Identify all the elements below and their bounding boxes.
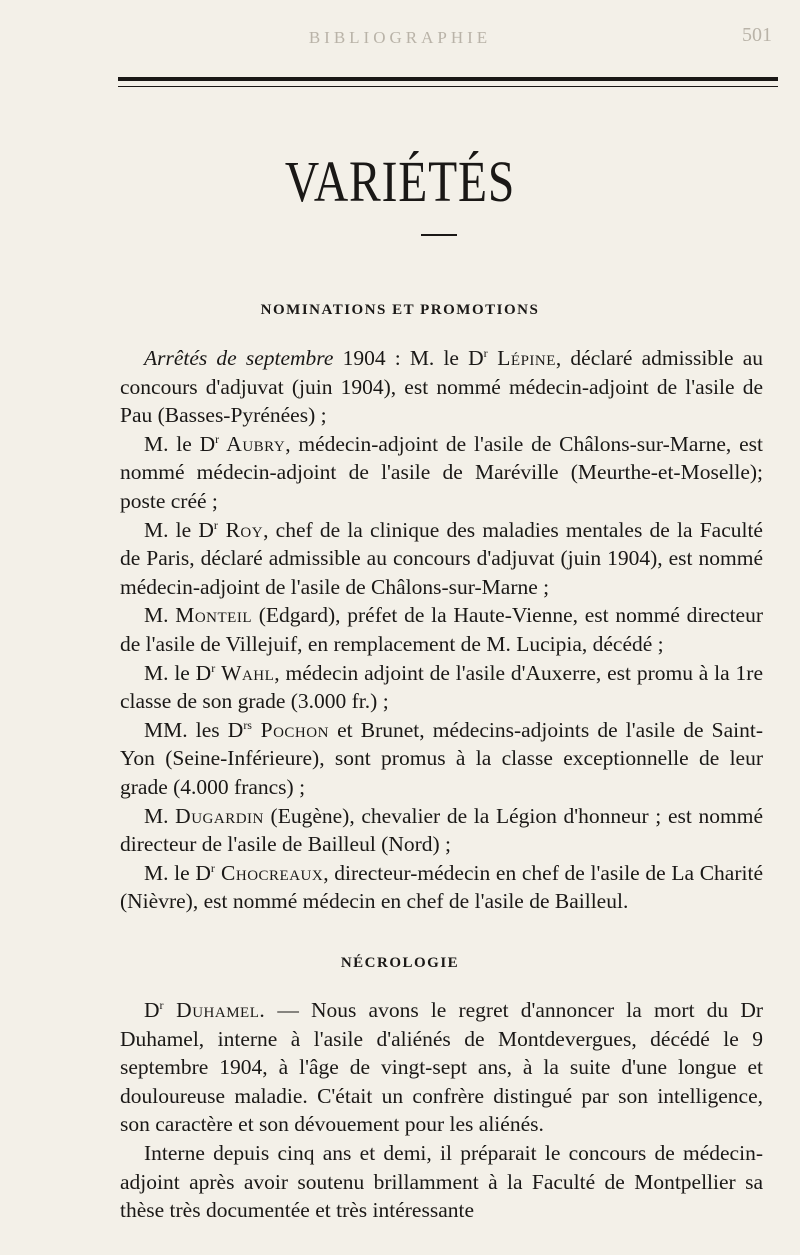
section-heading-necrologie: NÉCROLOGIE <box>340 955 460 971</box>
person-name: Roy <box>217 517 264 542</box>
obituary-paragraph: Interne depuis cinq ans et demi, il préparait le concours de médecin-adjoint après avoir soutenu brillamment à la Faculté de Montpellier sa thèse très documentée et très intéressante <box>120 1140 763 1223</box>
header-rule-thick <box>118 77 778 81</box>
section-heading-nominations: NOMINATIONS ET PROMOTIONS <box>260 302 540 318</box>
entry-paragraph: M. le $D^r$ Wahl, médecin adjoint de l'asile d'Auxerre, est promu à la 1re classe de son grade (3.000 fr.) ; <box>120 660 763 714</box>
person-name: Pochon <box>251 717 329 742</box>
person-name: Aubry <box>219 431 286 456</box>
nominations-body <box>120 344 763 916</box>
entry-paragraph: MM. les $D^{rs}$ Pochon et Brunet, médecins-adjoints de l'asile de Saint-Yon (Seine-Inférieure), sont promus à la classe exceptionnelle de leur grade (4.000 francs) ; <box>120 717 763 799</box>
title-dash <box>421 234 457 236</box>
entry-paragraph: M. Dugardin (Eugène), chevalier de la Légion d'honneur ; est nommé directeur de l'asile de Bailleul (Nord) ; <box>120 803 763 857</box>
entry-paragraph: Arrêtés de septembre 1904 : M. le $D^r$ Lépine, déclaré admissible au concours d'adjuvat (juin 1904), est nommé médecin-adjoint de l'asile de Pau (Basses-Pyrénées) ; <box>120 345 763 428</box>
entry-lead: Arrêtés de septembre <box>144 346 334 370</box>
entry-paragraph: M. Monteil (Edgard), préfet de la Haute-Vienne, est nommé directeur de l'asile de Villejuif, en remplacement de M. Lucipia, décédé ; <box>120 603 763 656</box>
person-name: Wahl <box>215 660 275 685</box>
obituary-paragraph: $D^r$ Duhamel. — Nous avons le regret d'annoncer la mort du Dr Duhamel, interne à l'asile d'aliénés de Montdevergues, décédé le 9 septembre 1904, à l'âge de vingt-sept ans, à la suite d'une longue et douloureuse maladie. C'était un confrère distingué par son intelligence, son caractère et son dévouement pour les aliénés. <box>120 997 764 1137</box>
header-rule-thin <box>118 86 778 87</box>
person-name: Chocreaux <box>214 860 324 885</box>
entry-paragraph: M. le $D^r$ Aubry, médecin-adjoint de l'asile de Châlons-sur-Marne, est nommé médecin-adjoint de l'asile de Maréville (Meurthe-et-Moselle); poste créé ; <box>120 431 763 513</box>
person-name: Dugardin <box>175 803 264 828</box>
person-name: Duhamel. <box>163 998 266 1022</box>
page-number: 501 <box>742 24 772 46</box>
person-name: Monteil <box>175 603 252 628</box>
page-title: VARIÉTÉS <box>284 149 516 214</box>
person-name: Lépine <box>487 346 556 370</box>
entry-paragraph: M. le $D^r$ Chocreaux, directeur-médecin en chef de l'asile de La Charité (Nièvre), est nommé médecin en chef de l'asile de Bailleul. <box>120 860 763 914</box>
entry-paragraph: M. le $D^r$ Roy, chef de la clinique des maladies mentales de la Faculté de Paris, déclaré admissible au concours d'adjuvat (juin 1904), est nommé médecin-adjoint de l'asile de Châlons-sur-Marne ; <box>120 517 763 599</box>
running-head: BIBLIOGRAPHIE <box>308 28 492 47</box>
necrologie-body <box>120 996 763 1225</box>
